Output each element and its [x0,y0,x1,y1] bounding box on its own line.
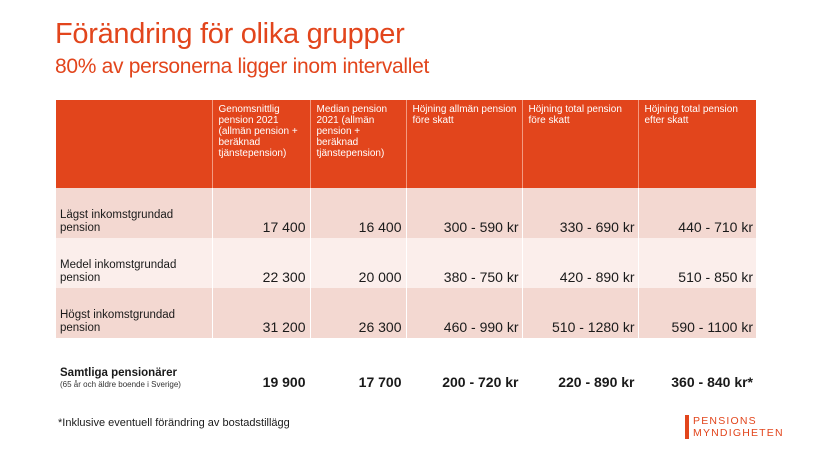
cell-raise-total-before: 510 - 1280 kr [522,288,638,338]
header-empty [56,100,212,188]
logo-text [693,415,784,439]
cell-raise-total-before: 330 - 690 kr [522,188,638,238]
pensionsmyndigheten-logo [685,413,805,449]
table-row [56,238,756,288]
header-average-pension: Genomsnittlig pension 2021 (allmän pension + beräknad tjänstepension) [212,100,310,188]
table-row [56,288,756,338]
pension-table [56,100,756,393]
cell-average: 19 900 [212,338,310,393]
logo-bar [685,415,689,439]
table-header-row [56,100,756,188]
footnote: *Inklusive eventuell förändring av bostadstillägg [58,417,290,429]
cell-average: 17 400 [212,188,310,238]
cell-median: 20 000 [310,238,406,288]
cell-raise-general: 300 - 590 kr [406,188,522,238]
cell-raise-total-after: 440 - 710 kr [638,188,756,238]
cell-average: 22 300 [212,238,310,288]
header-raise-general-before-tax: Höjning allmän pension före skatt [406,100,522,188]
page-subtitle: 80% av personerna ligger inom intervallet [55,55,430,78]
cell-raise-general: 460 - 990 kr [406,288,522,338]
row-label-note: (65 år och äldre boende i Sverige) [60,380,181,389]
cell-raise-total-before: 220 - 890 kr [522,338,638,393]
cell-raise-general: 380 - 750 kr [406,238,522,288]
cell-median: 26 300 [310,288,406,338]
cell-raise-general: 200 - 720 kr [406,338,522,393]
row-label: Lägst inkomstgrundad pension [60,209,174,234]
header-median-pension: Median pension 2021 (allmän pension + beräknad tjänstepension) [310,100,406,188]
header-raise-total-before-tax: Höjning total pension före skatt [522,100,638,188]
cell-median: 16 400 [310,188,406,238]
cell-raise-total-after: 510 - 850 kr [638,238,756,288]
table-row [56,188,756,238]
logo-line-1: PENSIONS [693,415,757,427]
table-row-total [56,338,756,393]
page-title: Förändring för olika grupper [55,18,405,50]
cell-raise-total-after: 590 - 1100 kr [638,288,756,338]
row-label: Högst inkomstgrundad pension [60,309,176,334]
cell-median: 17 700 [310,338,406,393]
cell-average: 31 200 [212,288,310,338]
cell-raise-total-after: 360 - 840 kr* [638,338,756,393]
row-label: Medel inkomstgrundad pension [60,259,177,284]
row-label-text: Samtliga pensionärer [60,367,177,379]
logo-line-2: MYNDIGHETEN [693,427,784,439]
cell-raise-total-before: 420 - 890 kr [522,238,638,288]
header-raise-total-after-tax: Höjning total pension efter skatt [638,100,756,188]
row-label [56,338,212,393]
